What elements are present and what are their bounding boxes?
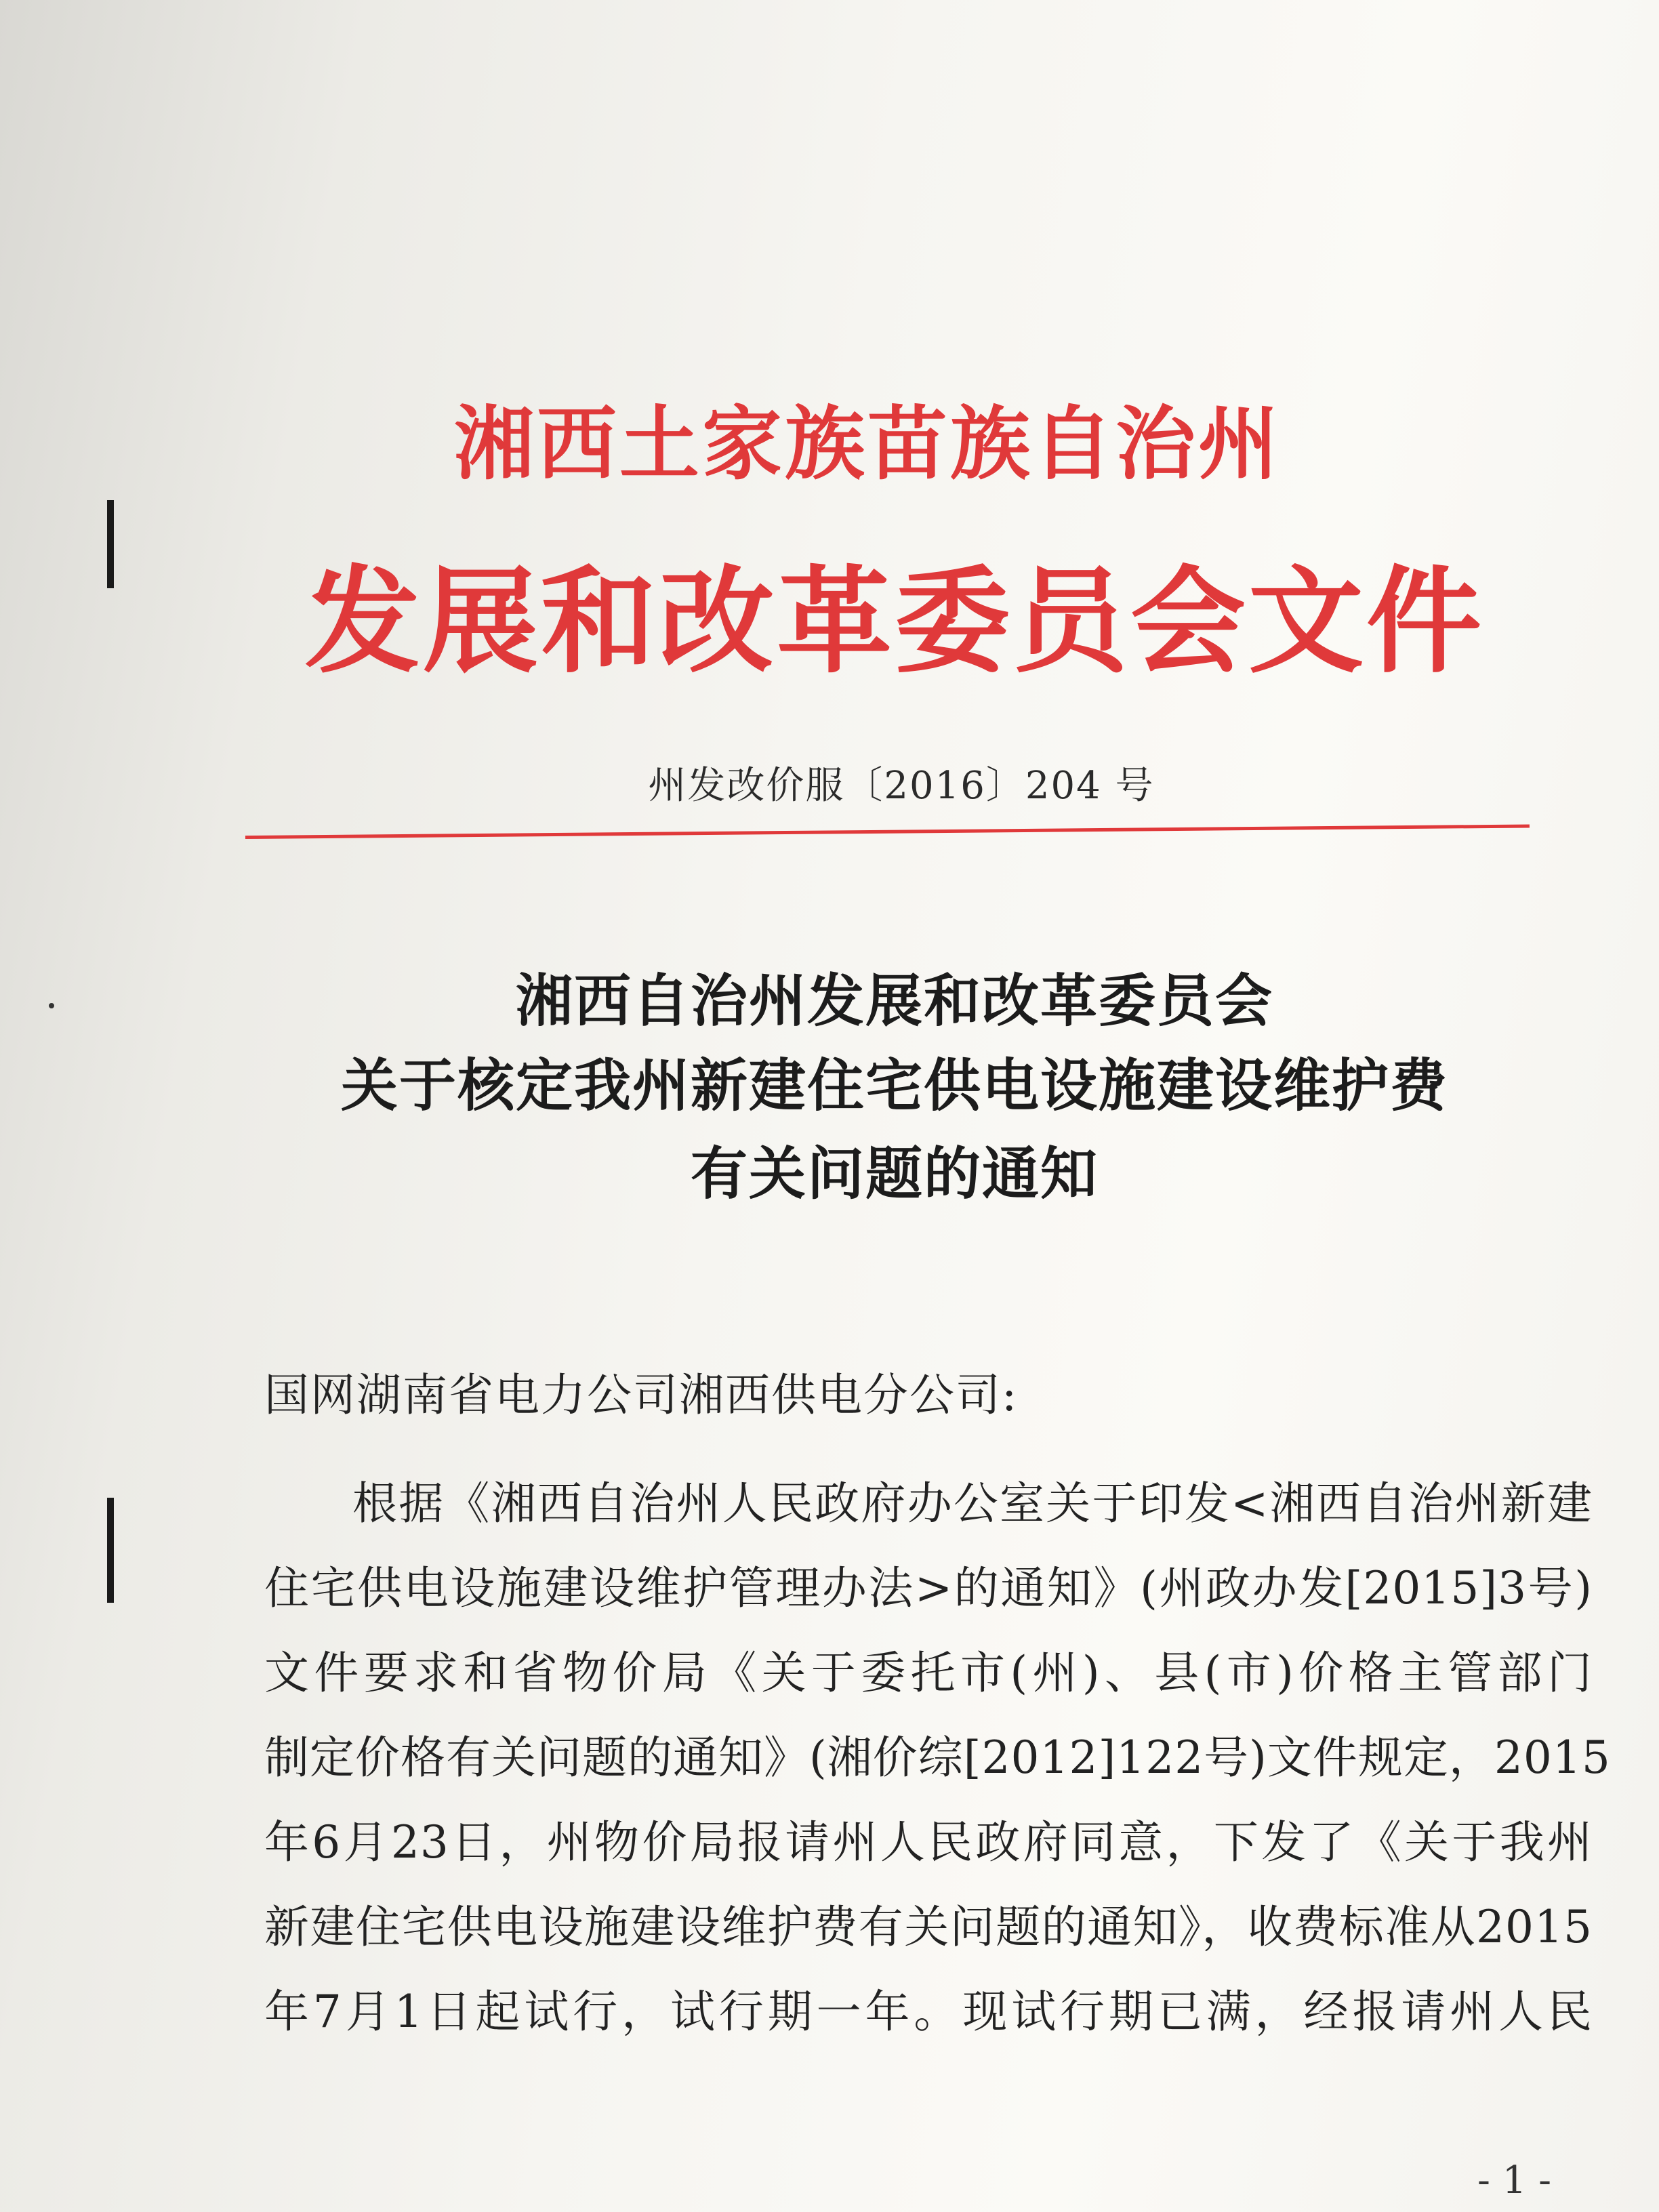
binding-mark-top: [107, 500, 114, 588]
punch-dot: [49, 1003, 54, 1008]
body-line: 文件要求和省物价局《关于委托市(州)、县(市)价格主管部门: [264, 1647, 1593, 1699]
body-line: 年7月1日起试行，试行期一年。现试行期已满，经报请州人民: [264, 1986, 1593, 2038]
page-number: - 1 -: [1477, 2158, 1552, 2203]
red-separator-line: [245, 824, 1530, 839]
issuer-header-line2: 发展和改革委员会文件: [305, 554, 1485, 689]
body-line: 制定价格有关问题的通知》(湘价综[2012]122号)文件规定，2015: [264, 1732, 1611, 1784]
issuer-header-line1: 湘西土家族苗族自治州: [453, 396, 1281, 491]
body-line: 年6月23日，州物价局报请州人民政府同意，下发了《关于我州: [264, 1816, 1593, 1868]
body-line: 新建住宅供电设施建设维护费有关问题的通知》，收费标准从2015: [264, 1901, 1593, 1953]
salutation: 国网湖南省电力公司湘西供电分公司:: [264, 1369, 1019, 1421]
binding-mark-bottom: [107, 1498, 114, 1603]
document-title-line3: 有关问题的通知: [690, 1140, 1099, 1207]
body-line: 住宅供电设施建设维护管理办法>的通知》(州政办发[2015]3号): [264, 1562, 1593, 1614]
document-number: 州发改价服〔2016〕204 号: [648, 764, 1155, 808]
document-title-line2: 关于核定我州新建住宅供电设施建设维护费: [340, 1052, 1448, 1119]
document-title-line1: 湘西自治州发展和改革委员会: [515, 967, 1273, 1034]
body-line: 根据《湘西自治州人民政府办公室关于印发<湘西自治州新建: [352, 1477, 1593, 1530]
